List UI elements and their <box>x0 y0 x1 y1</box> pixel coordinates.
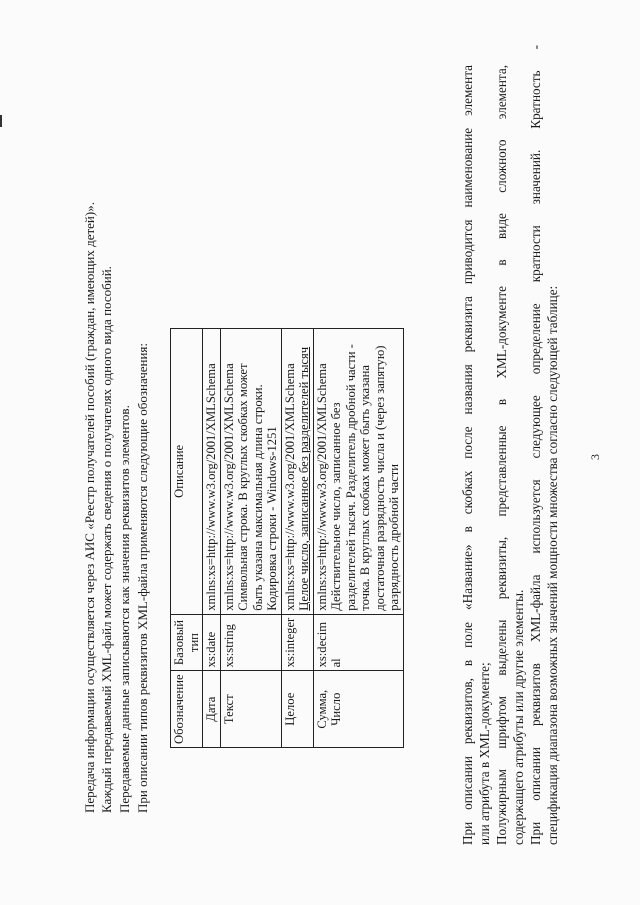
row-type: xs:decimal <box>313 614 403 671</box>
intro-line-4: При описании типов реквизитов XML-файла применяются следующие обозначения: <box>135 342 150 813</box>
intro-line-3: Передаваемые данные записываются как значения реквизитов элементов. <box>117 405 132 813</box>
paragraph-multiplicity <box>528 45 561 845</box>
page-number: 3 <box>588 454 602 460</box>
paragraph-name-field <box>460 65 493 845</box>
table-row <box>313 329 403 748</box>
paragraph-line: При описании реквизитов XML-файла используется следующее определение кратности значений. Кратность - <box>528 45 543 845</box>
row-label: Текст <box>220 671 281 748</box>
row-type: xs:date <box>203 614 221 671</box>
header-description: Описание <box>171 329 203 615</box>
description-line: xmlns:xs=http://www.w3.org/2001/XMLSchema <box>204 363 218 611</box>
table-row <box>203 329 221 748</box>
description-line: достаточная разрядность числа и (через запятую) <box>372 345 387 611</box>
table-row <box>220 329 281 748</box>
row-label: Целое <box>281 671 313 748</box>
row-description <box>220 329 281 615</box>
description-line: точка. В круглых скобках может быть указана <box>358 365 372 611</box>
row-label: Дата <box>203 671 221 748</box>
description-line: разделителей тысяч. Разделитель дробной части - <box>343 344 358 611</box>
description-line: Действительное число, записанное без <box>329 402 343 611</box>
description-line: быть указана максимальная длина строки. <box>250 384 265 611</box>
types-table <box>170 328 404 748</box>
table-header-row <box>171 329 203 748</box>
row-description <box>203 329 221 615</box>
table-row <box>281 329 313 748</box>
header-base-type: Базовый тип <box>171 614 203 671</box>
paragraph-line: содержащего атрибуты или другие элементы. <box>510 589 526 845</box>
paragraph-line: спецификация диапазона возможных значений мощности множества согласно следующей таблице: <box>544 285 560 845</box>
intro-line-2: Каждый передаваемый XML-файл может содержать сведения о получателях одного вида пособий. <box>99 266 114 813</box>
description-line: Целое число, записанное без разделителей тысяч <box>297 346 311 611</box>
row-description <box>281 329 313 615</box>
row-type: xs:string <box>220 614 281 671</box>
description-line: Кодировка строки - Windows-1251 <box>265 426 279 611</box>
paragraph-line: или атрибута в XML-документе; <box>476 662 492 845</box>
row-type: xs:integer <box>281 614 313 671</box>
header-designation: Обозначение <box>171 671 203 748</box>
row-label: Сумма, Число <box>313 671 403 748</box>
description-line: Символьная строка. В круглых скобках может <box>236 363 250 611</box>
row-description <box>313 329 403 615</box>
intro-line-1: Передача информации осуществляется через АИС «Реестр получателей пособий (граждан, имеющих детей)». <box>82 202 97 813</box>
description-line: xmlns:xs=http://www.w3.org/2001/XMLSchema <box>314 363 329 611</box>
paragraph-line: Полужирным шрифтом выделены реквизиты, представленные в XML-документе в виде сложного элемента, <box>494 65 509 845</box>
description-line: разрядность дробной части <box>387 463 401 611</box>
paragraph-bold-font <box>494 65 527 845</box>
description-line: xmlns:xs=http://www.w3.org/2001/XMLSchema <box>221 363 236 611</box>
description-line: xmlns:xs=http://www.w3.org/2001/XMLSchema <box>282 363 297 611</box>
paragraph-line: При описании реквизитов, в поле «Название» в скобках после названия реквизита приводится наименование элемента <box>460 65 475 845</box>
